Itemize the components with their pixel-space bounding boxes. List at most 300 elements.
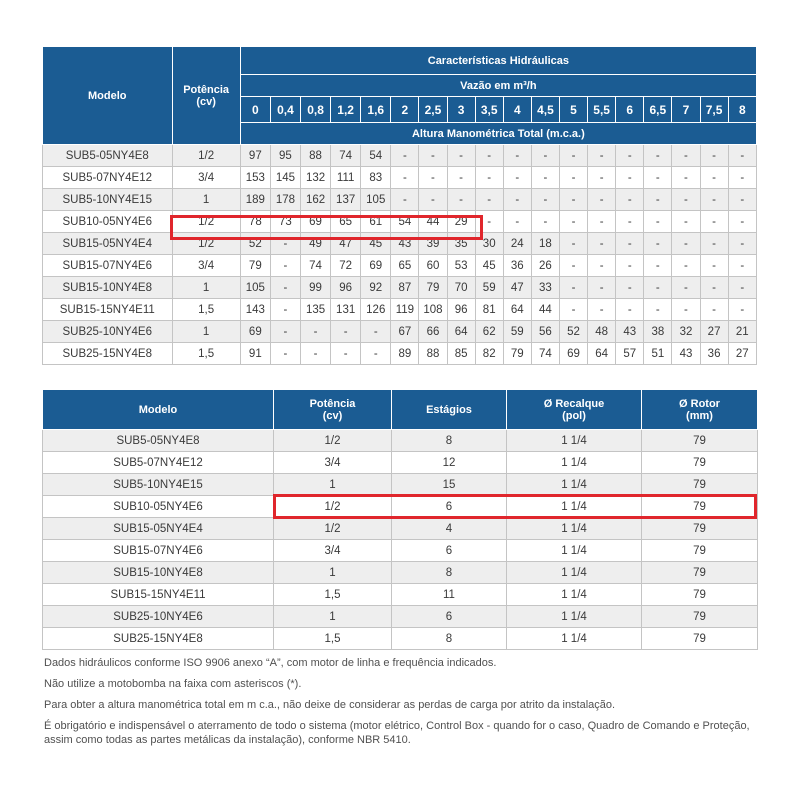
head-value-cell: 43 bbox=[391, 233, 419, 255]
head-value-cell: 83 bbox=[361, 167, 391, 189]
head-value-cell: 131 bbox=[331, 299, 361, 321]
table-row bbox=[43, 211, 757, 233]
head-value-cell: - bbox=[728, 277, 756, 299]
head-value-cell: 62 bbox=[475, 321, 503, 343]
head-value-cell: 51 bbox=[644, 343, 672, 365]
power-cell: 1,5 bbox=[172, 299, 240, 321]
table-row bbox=[43, 430, 758, 452]
head-value-cell: - bbox=[644, 299, 672, 321]
head-value-cell: 59 bbox=[475, 277, 503, 299]
head-value-cell: - bbox=[700, 145, 728, 167]
table-row bbox=[43, 584, 758, 606]
flow-header-cell: 3,5 bbox=[475, 97, 503, 123]
stages-cell: 8 bbox=[392, 562, 507, 584]
stages-cell: 6 bbox=[392, 496, 507, 518]
head-value-cell: 85 bbox=[447, 343, 475, 365]
head-value-cell: - bbox=[672, 189, 700, 211]
head-value-cell: 67 bbox=[391, 321, 419, 343]
head-value-cell: - bbox=[700, 211, 728, 233]
head-value-cell: 65 bbox=[331, 211, 361, 233]
potencia-label: Potência bbox=[183, 83, 230, 96]
head-value-cell: - bbox=[475, 167, 503, 189]
model-cell: SUB15-10NY4E8 bbox=[43, 562, 274, 584]
model-cell: SUB15-05NY4E4 bbox=[43, 518, 274, 540]
head-value-cell: 39 bbox=[419, 233, 447, 255]
head-value-cell: 35 bbox=[447, 233, 475, 255]
head-value-cell: - bbox=[588, 233, 616, 255]
model-cell: SUB10-05NY4E6 bbox=[43, 211, 173, 233]
flow-header-cell: 0,4 bbox=[270, 97, 300, 123]
head-value-cell: - bbox=[644, 233, 672, 255]
head-value-cell: - bbox=[331, 321, 361, 343]
head-value-cell: - bbox=[644, 255, 672, 277]
head-value-cell: - bbox=[559, 255, 587, 277]
flow-header-cell: 0,8 bbox=[300, 97, 330, 123]
head-value-cell: 74 bbox=[300, 255, 330, 277]
recalque-label: Ø Recalque bbox=[543, 397, 605, 410]
head-value-cell: - bbox=[531, 145, 559, 167]
recalque-cell: 1 1/4 bbox=[507, 474, 642, 496]
rotor-cell: 79 bbox=[642, 540, 758, 562]
head-value-cell: 44 bbox=[419, 211, 447, 233]
head-value-cell: - bbox=[531, 189, 559, 211]
head-value-cell: 24 bbox=[503, 233, 531, 255]
head-value-cell: 108 bbox=[419, 299, 447, 321]
head-value-cell: 79 bbox=[503, 343, 531, 365]
head-value-cell: 52 bbox=[559, 321, 587, 343]
power-cell: 1/2 bbox=[172, 233, 240, 255]
table-row bbox=[43, 145, 757, 167]
head-value-cell: 73 bbox=[270, 211, 300, 233]
head-value-cell: 153 bbox=[240, 167, 270, 189]
head-value-cell: 27 bbox=[700, 321, 728, 343]
head-value-cell: 53 bbox=[447, 255, 475, 277]
head-value-cell: 97 bbox=[240, 145, 270, 167]
recalque-cell: 1 1/4 bbox=[507, 452, 642, 474]
head-value-cell: - bbox=[391, 189, 419, 211]
head-value-cell: 45 bbox=[475, 255, 503, 277]
head-value-cell: - bbox=[270, 255, 300, 277]
model-cell: SUB5-10NY4E15 bbox=[43, 189, 173, 211]
head-value-cell: 143 bbox=[240, 299, 270, 321]
head-value-cell: 88 bbox=[419, 343, 447, 365]
model-cell: SUB5-10NY4E15 bbox=[43, 474, 274, 496]
model-cell: SUB25-10NY4E6 bbox=[43, 321, 173, 343]
head-value-cell: 45 bbox=[361, 233, 391, 255]
head-value-cell: - bbox=[503, 167, 531, 189]
power-cell: 3/4 bbox=[172, 255, 240, 277]
head-value-cell: - bbox=[616, 167, 644, 189]
head-value-cell: - bbox=[475, 211, 503, 233]
power-cell: 1/2 bbox=[274, 518, 392, 540]
head-value-cell: - bbox=[700, 277, 728, 299]
flow-header-cell: 7 bbox=[672, 97, 700, 123]
header-altura: Altura Manométrica Total (m.c.a.) bbox=[240, 123, 756, 145]
stages-cell: 12 bbox=[392, 452, 507, 474]
table-row bbox=[43, 167, 757, 189]
head-value-cell: - bbox=[503, 145, 531, 167]
flow-header-cell: 3 bbox=[447, 97, 475, 123]
head-value-cell: 43 bbox=[616, 321, 644, 343]
rotor-unit: (mm) bbox=[686, 409, 713, 422]
head-value-cell: 137 bbox=[331, 189, 361, 211]
table-row bbox=[43, 540, 758, 562]
head-value-cell: 99 bbox=[300, 277, 330, 299]
table-row bbox=[43, 343, 757, 365]
specifications-table bbox=[42, 389, 758, 650]
head-value-cell: 79 bbox=[240, 255, 270, 277]
head-value-cell: - bbox=[588, 145, 616, 167]
head-value-cell: - bbox=[419, 189, 447, 211]
head-value-cell: - bbox=[616, 145, 644, 167]
head-value-cell: 59 bbox=[503, 321, 531, 343]
flow-header-cell: 8 bbox=[728, 97, 756, 123]
rotor-cell: 79 bbox=[642, 430, 758, 452]
rotor-label: Ø Rotor bbox=[679, 397, 720, 410]
head-value-cell: - bbox=[588, 277, 616, 299]
head-value-cell: - bbox=[728, 233, 756, 255]
head-value-cell: - bbox=[270, 277, 300, 299]
specifications-table-body bbox=[43, 430, 758, 650]
head-value-cell: - bbox=[616, 233, 644, 255]
model-cell: SUB25-15NY4E8 bbox=[43, 343, 173, 365]
recalque-unit: (pol) bbox=[562, 409, 586, 422]
table-row bbox=[43, 321, 757, 343]
hydraulic-characteristics-table bbox=[42, 46, 757, 365]
head-value-cell: 126 bbox=[361, 299, 391, 321]
head-value-cell: 44 bbox=[531, 299, 559, 321]
head-value-cell: - bbox=[728, 255, 756, 277]
flow-header-cell: 5,5 bbox=[588, 97, 616, 123]
stages-cell: 6 bbox=[392, 606, 507, 628]
head-value-cell: - bbox=[503, 189, 531, 211]
stages-cell: 15 bbox=[392, 474, 507, 496]
head-value-cell: 119 bbox=[391, 299, 419, 321]
header-vazao: Vazão em m³/h bbox=[240, 75, 756, 97]
head-value-cell: 30 bbox=[475, 233, 503, 255]
head-value-cell: 135 bbox=[300, 299, 330, 321]
rotor-cell: 79 bbox=[642, 452, 758, 474]
head-value-cell: - bbox=[672, 255, 700, 277]
model-cell: SUB5-07NY4E12 bbox=[43, 167, 173, 189]
head-value-cell: 27 bbox=[728, 343, 756, 365]
power-cell: 1 bbox=[172, 189, 240, 211]
head-value-cell: - bbox=[559, 233, 587, 255]
model-cell: SUB15-10NY4E8 bbox=[43, 277, 173, 299]
table-row bbox=[43, 562, 758, 584]
head-value-cell: - bbox=[419, 167, 447, 189]
head-value-cell: - bbox=[270, 343, 300, 365]
note-3: Para obter a altura manométrica total em m c.a., não deixe de considerar as perdas de carga por atrito da instalação. bbox=[44, 699, 616, 711]
head-value-cell: - bbox=[672, 145, 700, 167]
head-value-cell: - bbox=[672, 167, 700, 189]
header-caracteristicas: Características Hidráulicas bbox=[240, 47, 756, 75]
head-value-cell: - bbox=[588, 211, 616, 233]
rotor-cell: 79 bbox=[642, 606, 758, 628]
flow-header-cell: 1,6 bbox=[361, 97, 391, 123]
flow-header-cell: 1,2 bbox=[331, 97, 361, 123]
head-value-cell: 111 bbox=[331, 167, 361, 189]
head-value-cell: - bbox=[644, 211, 672, 233]
head-value-cell: 96 bbox=[331, 277, 361, 299]
col-header-modelo-2: Modelo bbox=[43, 390, 274, 430]
head-value-cell: - bbox=[728, 211, 756, 233]
head-value-cell: - bbox=[728, 145, 756, 167]
rotor-cell: 79 bbox=[642, 518, 758, 540]
head-value-cell: 64 bbox=[588, 343, 616, 365]
power-cell: 1,5 bbox=[172, 343, 240, 365]
head-value-cell: - bbox=[270, 233, 300, 255]
rotor-cell: 79 bbox=[642, 496, 758, 518]
flow-header-cell: 4,5 bbox=[531, 97, 559, 123]
head-value-cell: - bbox=[588, 255, 616, 277]
head-value-cell: 145 bbox=[270, 167, 300, 189]
head-value-cell: - bbox=[559, 189, 587, 211]
recalque-cell: 1 1/4 bbox=[507, 430, 642, 452]
head-value-cell: - bbox=[588, 299, 616, 321]
power-cell: 1/2 bbox=[172, 145, 240, 167]
head-value-cell: - bbox=[559, 277, 587, 299]
note-4: É obrigatório e indispensável o aterramento de todo o sistema (motor elétrico, Control Box - quando for o caso, Quadro de Comando e Proteção, assim como todas as partes metálicas da instalação), conforme NBR 5410. bbox=[44, 720, 750, 746]
head-value-cell: - bbox=[300, 321, 330, 343]
head-value-cell: - bbox=[728, 167, 756, 189]
recalque-cell: 1 1/4 bbox=[507, 562, 642, 584]
head-value-cell: - bbox=[447, 145, 475, 167]
head-value-cell: - bbox=[331, 343, 361, 365]
model-cell: SUB15-15NY4E11 bbox=[43, 299, 173, 321]
head-value-cell: 47 bbox=[503, 277, 531, 299]
power-cell: 1 bbox=[172, 277, 240, 299]
model-cell: SUB5-05NY4E8 bbox=[43, 430, 274, 452]
head-value-cell: 36 bbox=[503, 255, 531, 277]
head-value-cell: 89 bbox=[391, 343, 419, 365]
head-value-cell: - bbox=[419, 145, 447, 167]
head-value-cell: 88 bbox=[300, 145, 330, 167]
head-value-cell: - bbox=[559, 211, 587, 233]
rotor-cell: 79 bbox=[642, 584, 758, 606]
head-value-cell: 21 bbox=[728, 321, 756, 343]
head-value-cell: - bbox=[644, 277, 672, 299]
head-value-cell: 72 bbox=[331, 255, 361, 277]
head-value-cell: - bbox=[447, 189, 475, 211]
head-value-cell: - bbox=[475, 145, 503, 167]
head-value-cell: - bbox=[616, 211, 644, 233]
head-value-cell: 60 bbox=[419, 255, 447, 277]
head-value-cell: - bbox=[559, 299, 587, 321]
head-value-cell: - bbox=[616, 299, 644, 321]
head-value-cell: 57 bbox=[616, 343, 644, 365]
head-value-cell: - bbox=[672, 299, 700, 321]
head-value-cell: 87 bbox=[391, 277, 419, 299]
power-cell: 1/2 bbox=[172, 211, 240, 233]
potencia-unit-2: (cv) bbox=[322, 409, 343, 422]
potencia-label-2: Potência bbox=[309, 397, 356, 410]
head-value-cell: 56 bbox=[531, 321, 559, 343]
head-value-cell: - bbox=[531, 211, 559, 233]
head-value-cell: 95 bbox=[270, 145, 300, 167]
head-value-cell: - bbox=[728, 189, 756, 211]
table-row bbox=[43, 233, 757, 255]
head-value-cell: 74 bbox=[531, 343, 559, 365]
col-header-estagios: Estágios bbox=[392, 390, 507, 430]
table-row bbox=[43, 452, 758, 474]
head-value-cell: - bbox=[559, 145, 587, 167]
power-cell: 1 bbox=[274, 606, 392, 628]
power-cell: 1 bbox=[274, 562, 392, 584]
head-value-cell: - bbox=[644, 145, 672, 167]
head-value-cell: 54 bbox=[391, 211, 419, 233]
head-value-cell: 66 bbox=[419, 321, 447, 343]
stages-cell: 4 bbox=[392, 518, 507, 540]
head-value-cell: - bbox=[300, 343, 330, 365]
head-value-cell: 74 bbox=[331, 145, 361, 167]
head-value-cell: 49 bbox=[300, 233, 330, 255]
head-value-cell: - bbox=[447, 167, 475, 189]
head-value-cell: 64 bbox=[503, 299, 531, 321]
head-value-cell: - bbox=[700, 233, 728, 255]
table-row bbox=[43, 299, 757, 321]
table-row bbox=[43, 277, 757, 299]
head-value-cell: 96 bbox=[447, 299, 475, 321]
head-value-cell: - bbox=[270, 321, 300, 343]
head-value-cell: 105 bbox=[361, 189, 391, 211]
head-value-cell: - bbox=[672, 211, 700, 233]
table-row bbox=[43, 606, 758, 628]
head-value-cell: 32 bbox=[672, 321, 700, 343]
stages-cell: 8 bbox=[392, 628, 507, 650]
head-value-cell: 79 bbox=[419, 277, 447, 299]
power-cell: 3/4 bbox=[274, 540, 392, 562]
power-cell: 3/4 bbox=[274, 452, 392, 474]
head-value-cell: 78 bbox=[240, 211, 270, 233]
head-value-cell: 178 bbox=[270, 189, 300, 211]
footnotes bbox=[44, 656, 764, 754]
head-value-cell: 91 bbox=[240, 343, 270, 365]
stages-cell: 6 bbox=[392, 540, 507, 562]
head-value-cell: 47 bbox=[331, 233, 361, 255]
head-value-cell: 69 bbox=[240, 321, 270, 343]
head-value-cell: - bbox=[270, 299, 300, 321]
head-value-cell: - bbox=[700, 299, 728, 321]
table-row bbox=[43, 474, 758, 496]
table-row bbox=[43, 189, 757, 211]
head-value-cell: 36 bbox=[700, 343, 728, 365]
flow-header-cell: 4 bbox=[503, 97, 531, 123]
head-value-cell: - bbox=[616, 189, 644, 211]
head-value-cell: 64 bbox=[447, 321, 475, 343]
note-2: Não utilize a motobomba na faixa com asteriscos (*). bbox=[44, 678, 302, 690]
head-value-cell: - bbox=[644, 167, 672, 189]
stages-cell: 8 bbox=[392, 430, 507, 452]
head-value-cell: 29 bbox=[447, 211, 475, 233]
model-cell: SUB15-15NY4E11 bbox=[43, 584, 274, 606]
flow-header-cell: 2,5 bbox=[419, 97, 447, 123]
model-cell: SUB5-05NY4E8 bbox=[43, 145, 173, 167]
model-cell: SUB15-07NY4E6 bbox=[43, 255, 173, 277]
model-cell: SUB15-05NY4E4 bbox=[43, 233, 173, 255]
rotor-cell: 79 bbox=[642, 562, 758, 584]
head-value-cell: 54 bbox=[361, 145, 391, 167]
col-header-rotor bbox=[642, 390, 758, 430]
head-value-cell: 48 bbox=[588, 321, 616, 343]
rotor-cell: 79 bbox=[642, 474, 758, 496]
col-header-recalque bbox=[507, 390, 642, 430]
col-header-modelo: Modelo bbox=[43, 47, 173, 145]
col-header-potencia-2 bbox=[274, 390, 392, 430]
head-value-cell: - bbox=[700, 255, 728, 277]
head-value-cell: - bbox=[672, 233, 700, 255]
head-value-cell: - bbox=[700, 167, 728, 189]
recalque-cell: 1 1/4 bbox=[507, 540, 642, 562]
head-value-cell: - bbox=[616, 255, 644, 277]
flow-header-cell: 6,5 bbox=[644, 97, 672, 123]
potencia-unit: (cv) bbox=[196, 95, 216, 108]
head-value-cell: - bbox=[672, 277, 700, 299]
recalque-cell: 1 1/4 bbox=[507, 518, 642, 540]
head-value-cell: - bbox=[361, 343, 391, 365]
head-value-cell: 189 bbox=[240, 189, 270, 211]
power-cell: 1 bbox=[274, 474, 392, 496]
power-cell: 1,5 bbox=[274, 628, 392, 650]
recalque-cell: 1 1/4 bbox=[507, 584, 642, 606]
head-value-cell: 52 bbox=[240, 233, 270, 255]
note-1: Dados hidráulicos conforme ISO 9906 anexo “A”, com motor de linha e frequência indicados. bbox=[44, 657, 497, 669]
head-value-cell: - bbox=[503, 211, 531, 233]
head-value-cell: 69 bbox=[300, 211, 330, 233]
stages-cell: 11 bbox=[392, 584, 507, 606]
head-value-cell: - bbox=[700, 189, 728, 211]
head-value-cell: - bbox=[475, 189, 503, 211]
head-value-cell: 43 bbox=[672, 343, 700, 365]
head-value-cell: 65 bbox=[391, 255, 419, 277]
head-value-cell: 38 bbox=[644, 321, 672, 343]
head-value-cell: 92 bbox=[361, 277, 391, 299]
table-row bbox=[43, 628, 758, 650]
head-value-cell: - bbox=[361, 321, 391, 343]
model-cell: SUB15-07NY4E6 bbox=[43, 540, 274, 562]
model-cell: SUB5-07NY4E12 bbox=[43, 452, 274, 474]
flow-header-cell: 2 bbox=[391, 97, 419, 123]
head-value-cell: 33 bbox=[531, 277, 559, 299]
table-row bbox=[43, 255, 757, 277]
head-value-cell: 69 bbox=[361, 255, 391, 277]
flow-header-cell: 0 bbox=[240, 97, 270, 123]
head-value-cell: 82 bbox=[475, 343, 503, 365]
power-cell: 1/2 bbox=[274, 496, 392, 518]
head-value-cell: 105 bbox=[240, 277, 270, 299]
power-cell: 1 bbox=[172, 321, 240, 343]
table-row bbox=[43, 518, 758, 540]
recalque-cell: 1 1/4 bbox=[507, 628, 642, 650]
head-value-cell: 162 bbox=[300, 189, 330, 211]
flow-header-cell: 5 bbox=[559, 97, 587, 123]
model-cell: SUB10-05NY4E6 bbox=[43, 496, 274, 518]
head-value-cell: 18 bbox=[531, 233, 559, 255]
head-value-cell: - bbox=[588, 189, 616, 211]
head-value-cell: - bbox=[644, 189, 672, 211]
model-cell: SUB25-15NY4E8 bbox=[43, 628, 274, 650]
head-value-cell: - bbox=[588, 167, 616, 189]
head-value-cell: - bbox=[391, 145, 419, 167]
power-cell: 1,5 bbox=[274, 584, 392, 606]
col-header-potencia bbox=[172, 47, 240, 145]
head-value-cell: - bbox=[531, 167, 559, 189]
head-value-cell: 26 bbox=[531, 255, 559, 277]
rotor-cell: 79 bbox=[642, 628, 758, 650]
hydraulic-table-body bbox=[43, 145, 757, 365]
head-value-cell: - bbox=[391, 167, 419, 189]
power-cell: 3/4 bbox=[172, 167, 240, 189]
